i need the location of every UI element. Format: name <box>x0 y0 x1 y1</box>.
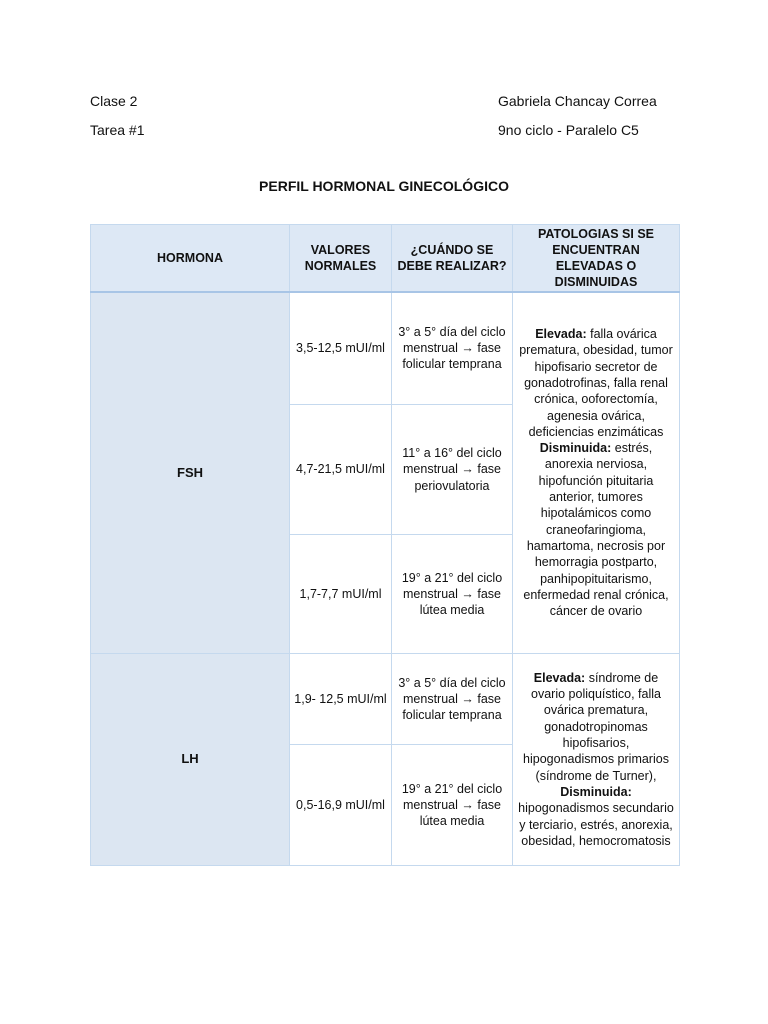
normal-value-cell: 0,5-16,9 mUI/ml <box>290 745 392 866</box>
column-header-normal-values: VALORES NORMALES <box>290 225 392 292</box>
header-author: Gabriela Chancay Correa <box>498 93 657 109</box>
normal-value-cell: 1,7-7,7 mUI/ml <box>290 535 392 654</box>
table-header-row <box>91 225 680 292</box>
header-course: 9no ciclo - Paralelo C5 <box>498 122 639 138</box>
header-assignment: Tarea #1 <box>90 122 145 138</box>
normal-value-cell: 3,5-12,5 mUI/ml <box>290 292 392 405</box>
when-cell: 19° a 21° del ciclo menstrual → fase lútea media <box>392 535 513 654</box>
fsh-pathologies-cell <box>513 292 680 654</box>
lh-elevated-text: síndrome de ovario poliquístico, falla ovárica prematura, gonadotropinomas hipofisarios, hipogonadismos primarios (síndrome de Turner), <box>523 670 669 783</box>
lh-decreased-text: hipogonadismos secundario y terciario, estrés, anorexia, obesidad, hemocromatosis <box>518 801 674 848</box>
hormone-fsh: FSH <box>91 292 290 654</box>
table-row <box>91 654 680 745</box>
document-title: PERFIL HORMONAL GINECOLÓGICO <box>259 178 509 194</box>
lh-pathologies-cell <box>513 654 680 866</box>
fsh-decreased-label: Disminuida: <box>539 441 612 456</box>
lh-decreased-label: Disminuida: <box>560 784 632 799</box>
column-header-hormone: HORMONA <box>91 225 290 292</box>
header-class: Clase 2 <box>90 93 138 109</box>
table-row <box>91 292 680 405</box>
when-cell: 19° a 21° del ciclo menstrual → fase lútea media <box>392 745 513 866</box>
normal-value-cell: 4,7-21,5 mUI/ml <box>290 405 392 535</box>
fsh-decreased-text: estrés, anorexia nerviosa, hipofunción pituitaria anterior, tumores hipotalámicos como craneofaringioma, hamartoma, necrosis por hemorragia postparto, panhipopituitarismo, enfermedad renal crónica, cáncer de ovario <box>523 441 669 619</box>
fsh-elevated-label: Elevada: <box>535 327 587 342</box>
fsh-elevated-text: falla ovárica prematura, obesidad, tumor hipofisario secretor de gonadotrofinas, falla renal crónica, ooforectomía, agenesia ovárica, deficiencias enzimáticas <box>519 327 673 439</box>
column-header-when: ¿CUÁNDO SE DEBE REALIZAR? <box>392 225 513 292</box>
hormone-lh: LH <box>91 654 290 866</box>
normal-value-cell: 1,9- 12,5 mUI/ml <box>290 654 392 745</box>
when-cell: 3° a 5° día del ciclo menstrual → fase folicular temprana <box>392 292 513 405</box>
lh-elevated-label: Elevada: <box>533 670 586 685</box>
hormone-profile-table <box>90 224 680 866</box>
when-cell: 11° a 16° del ciclo menstrual → fase periovulatoria <box>392 405 513 535</box>
when-cell: 3° a 5° día del ciclo menstrual → fase folicular temprana <box>392 654 513 745</box>
column-header-pathologies: PATOLOGIAS SI SE ENCUENTRAN ELEVADAS O DISMINUIDAS <box>513 225 680 292</box>
